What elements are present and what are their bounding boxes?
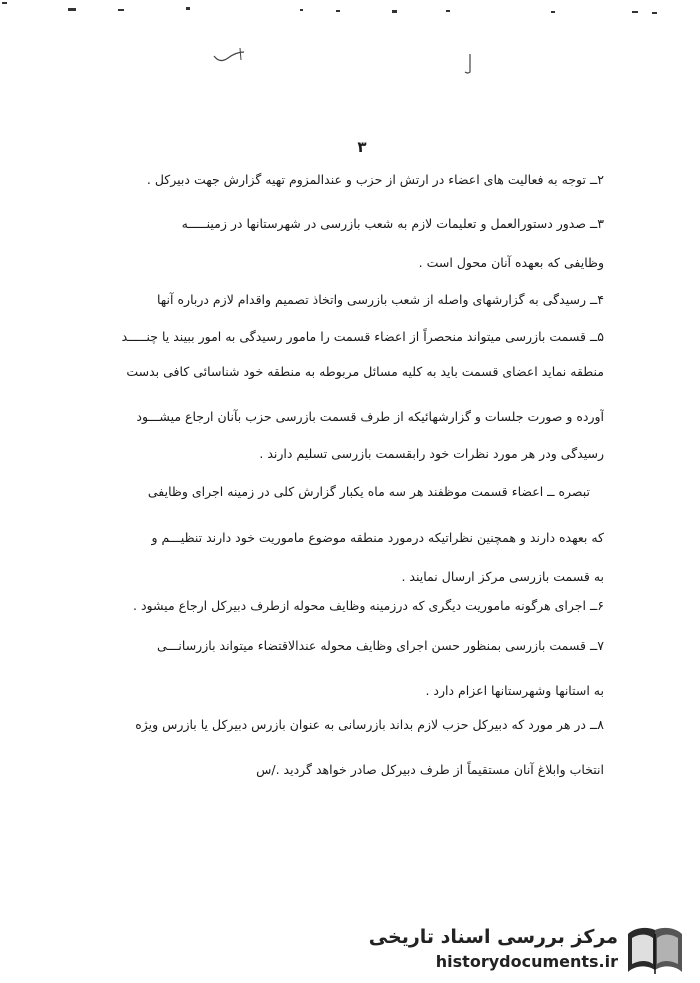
text-line: ۶ــ اجرای هرگونه ماموریت دیگری که درزمینه وظایف محوله ازطرف دبیرکل ارجاع میشود . bbox=[133, 598, 604, 613]
text-line: تبصره ــ اعضاء قسمت موظفند هر سه ماه یکبار گزارش کلی در زمینه اجرای وظایفی bbox=[147, 484, 590, 499]
open-book-logo-icon bbox=[624, 924, 686, 980]
text-line: انتخاب وابلاغ آنان مستقیماً از طرف دبیرکل صادر خواهد گردید ./س bbox=[256, 762, 604, 777]
text-line: ۵ــ قسمت بازرسی میتواند منحصراً از اعضاء قسمت را مامور رسیدگی به امور ببیند یا چنـــــد bbox=[121, 329, 604, 344]
watermark bbox=[368, 924, 692, 980]
text-line: ۸ــ در هر مورد که دبیرکل حزب لازم بداند بازرسانی به عنوان بازرس دبیرکل یا بازرس ویژه bbox=[135, 717, 604, 732]
text-line: ۳ــ صدور دستورالعمل و تعلیمات لازم به شعب بازرسی در شهرستانها در زمینـــــه bbox=[181, 216, 604, 231]
text-line: رسیدگی ودر هر مورد نظرات خود رابقسمت بازرسی تسلیم دارند . bbox=[259, 446, 604, 461]
watermark-url: historydocuments.ir bbox=[435, 952, 618, 971]
scan-edge-speckles bbox=[0, 0, 700, 14]
text-line: ۲ــ توجه به فعالیت های اعضاء در ارتش از حزب و عندالمزوم تهیه گزارش جهت دبیرکل . bbox=[146, 172, 604, 187]
handwritten-mark bbox=[210, 44, 250, 68]
handwritten-mark bbox=[462, 52, 478, 76]
text-line: وظایفی که بعهده آنان محول است . bbox=[418, 255, 604, 270]
text-line: به قسمت بازرسی مرکز ارسال نمایند . bbox=[401, 569, 604, 584]
text-line: ۴ــ رسیدگی به گزارشهای واصله از شعب بازرسی واتخاذ تصمیم واقدام لازم درباره آنها bbox=[156, 292, 604, 307]
text-line: به استانها وشهرستانها اعزام دارد . bbox=[425, 683, 604, 698]
page-number: ۳ bbox=[357, 138, 367, 156]
text-line: که بعهده دارند و همچنین نظراتیکه درمورد منطقه موضوع ماموریت خود دارند تنظیـــم و bbox=[151, 530, 604, 545]
text-line: آورده و صورت جلسات و گزارشهائیکه از طرف قسمت بازرسی حزب بآنان ارجاع میشـــود bbox=[136, 409, 604, 424]
text-line: منطقه نماید اعضای قسمت باید به کلیه مسائل مربوطه به منطقه خود شناسائی کافی بدست bbox=[126, 364, 604, 379]
watermark-title: مرکز بررسی اسناد تاریخی bbox=[368, 926, 618, 948]
text-line: ۷ــ قسمت بازرسی بمنظور حسن اجرای وظایف محوله عندالاقتضاء میتواند بازرسانـــی bbox=[157, 638, 604, 653]
